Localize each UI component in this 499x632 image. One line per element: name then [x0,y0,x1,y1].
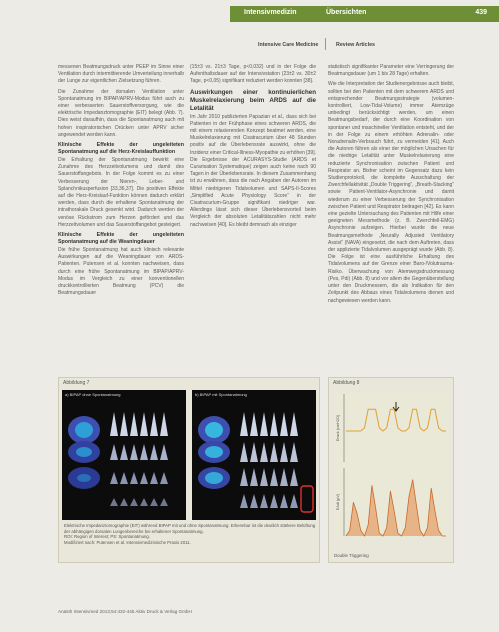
y-axis-label-top: Druck (cmH2O) [336,414,340,442]
caption-line: Elektrische Impedanztomographie (EIT) während BIPAP mit und ohne Spontanatmung. Erkennbar ist die deutlich stärkere Belüftung der abhängigen dorsalen Lungenbereiche bei erhaltener Spontanatmung. [64,523,316,534]
subheader-left: Intensive Care Medicine [258,42,319,48]
figure-7 [58,377,320,563]
figure-8 [328,377,454,563]
subheader-divider [325,38,326,50]
waveform-chart [330,388,454,548]
paragraph: Die Erhaltung der Spontanatmung bewirkt eine Zunahme des Herzzeitvolumens und damit des Sauerstoffangebots. In der Folge kommt es zu einer Verbesserung der Nieren-, Leber- und Splanchnikusperfusion [33,36,37]. Die positiven Effekte auf die Herz-Kreislauf-Funktion können dadurch erklärt werden, dass durch die erhaltene Spontanatmung der intrathorakale Druck gesenkt wird. Dadurch werden der venöse Rückstrom zum Herzen gefördert und das Herzzeitvolumen und das Sauerstoffangebot gesteigert. [58,157,184,228]
text-column-3 [328,64,454,370]
eit-image-b [192,390,316,520]
eit-panel-b [192,390,316,520]
page-number: 439 [475,9,487,16]
y-axis-label-bottom: EAdi (µV) [336,493,340,511]
panel-label: a) BIPAP ohne Spontanatmung [65,392,121,397]
eit-panel-a [62,390,186,520]
text-column-1 [58,64,184,370]
paragraph: messenen Beatmungsdruck unter PEEP im Sinne einer Ventilation durch intermittierende Umverteilung innerhalb der Lunge zur eigentlichen Zielsetzung führen. [58,64,184,85]
paragraph: Die Zunahme der dorsalen Ventilation unter Spontanatmung im BIPAP/APRV-Modus führt auch zu einer verbesserten Sauerstoffversorgung, wie die elektrische Impedanztomographie (EIT) belegt (Abb. 7). Dies weist daraufhin, dass die Spontanatmung auch mit hohen inspiratorischen Drücken unter APRV sicher angewendet werden kann. [58,88,184,138]
section-heading: Auswirkungen einer kontinuierlichen Muskelrelaxierung beim ARDS auf die Letalität [190,88,316,112]
paragraph: (15±3 vs. 21±3 Tage, p<0,032) und in der Folge die Aufenthaltsdauer auf der Intensivstation (23±2 vs. 30±2 Tage, p<0,05) signifikant reduziert werden konnten [38]. [190,64,316,85]
section-header-bar [230,6,499,22]
paragraph: Die frühe Spontanatmung hat auch klinisch relevante Auswirkungen auf die Weaningdauer von ARDS-Patienten. Putensen et al. konnten nachweisen, dass durch eine frühe Spontanatmung im BIPAP/APRV-Modus im Vergleich zu einer konventionellen druckkontrollierten Beatmung (PCV) die Beatmungsdauer [58,247,184,297]
subheader-right: Review Articles [336,42,375,48]
figure-title: Abbildung 8 [333,380,360,386]
section-heading: Klinische Effekte der ungeleiteten Spontanatmung auf die Herz-Kreislauffunktion [58,142,184,156]
footer-citation: Anästh Intensivmed 2013;54:432-445 Aktiv Druck & Verlag GmbH [58,609,192,614]
paragraph: statistisch signifikanter Parameter eine Verringerung der Beatmungsdauer (um 1 bis 28 Tage) erhalten. [328,64,454,78]
section-title-right: Übersichten [326,9,367,16]
caption-line: ROI: Region of Interest; PS: Spontanatmung. [64,534,150,540]
panel-label: b) BIPAP mit Spontanatmung [195,392,247,397]
paragraph: Im Jahr 2010 publizierten Papazian et al., dass sich bei Patienten in der Frühphase eines schweren ARDS, die mit einem relaxierenden Konzept beatmet werden, eine Muskelrelaxierung mit Cisatracurium über 48 Stunden positiv auf die Überlebensrate auswirkt, ohne die Inzidenz einer Critical-Illness-Myopathie zu erhöhen [39]. Die Ergebnisse der ACURASYS-Studie (ARDS et Curarisation Systematique) zeigen auch keine nach 90 Tagen in der Überlebensrate. In diesem Zusammenhang ist zu erwähnen, dass die nach Angaben der Autoren im Mittel niedrigeren Tidalvolumen und SAPS-II-Scores „Simplified Acute Physiology Score“ in der Cisatracurium-Gruppe signifikant niedriger war. Allerdings lässt sich dieser Überlebensvorteil beim Vergleich der absoluten Letalitätszahlen nicht mehr nachweisen [40]. Es bleibt demnach als einziger [190,113,316,228]
eit-image-a [62,390,186,520]
figure-caption [64,523,316,545]
section-heading: Klinische Effekte der ungeleiteten Spontanatmung auf die Weaningdauer [58,232,184,246]
figure-title: Abbildung 7 [63,380,90,386]
text-column-2 [190,64,316,370]
section-title-left: Intensivmedizin [244,9,297,16]
paragraph: Wie die Interpretation der Studienergebnisse auch bleibt, sollten bei den Patienten mit dem schwerem ARDS und entsprechender Beatmungsstrategie (volumen-kontrolliert, Low-Tidal-Volume) immer Atemzüge unbedingt berücksichtigt werden, um einen Beatmungsbedarf, der durch eine Koordination von spontaner und maschineller Ventilation entsteht, und der in der Folge zu einem erhöhten Adrenalin- oder Noradrenalin-Verbrauch führt, zu vermeiden [41]. Auch die Autoren führen als einer der möglichen Ursachen für die niedrige Letalität unter Muskelrelaxierung eine reduzierte Synchronisation zwischen Patient und Respirator an. Bisher scheint im Gegensatz dazu kein Studienprotokoll, die komplette Ausschaltung der Zwerchfellaktivität „Double Triggering“, „Breath-Stacking“ sowie Patient-Ventilator-Asynchronie und damit wiederum zu einer Verbesserung der Synchronisation zwischen Patient und Respirator beitragen [42]. Es kann eine gezielte Untersuchung des Patienten mit Hilfe einer geeigneten Messmethode (z. B. Zwerchfell-EMG) Asynchronie aufzeigen. Hierbei wurde die neue Beatmungsmethode „Neurally Adjusted Ventilatory Assist“ (NAVA) eingesetzt, die nach dem Auftreten, dass der applizierte Tidalvolumen ausgeprägt wurde (Abb. 8). Die Folge ist eine ausführliche Erhaltung des Tidalvolumens auf der Grenze einer Baro-/Volutrauma-Risiko. Überwachung von Atemwegsdruckmessung (Pes, Pdi) (Abb. 8) und vor allem die Gegenüberstellung unter den Druckmessern, die als Indikation für den Zeitpunkt des Abbaus eines Tidalvolumens dienen und nachgewiesen werden kann. [328,81,454,304]
figure-caption: Double Triggering [334,553,369,558]
caption-line: Modifiziert nach: Putensen et al. Intensivmedizinische Praxis 2011. [64,539,191,545]
